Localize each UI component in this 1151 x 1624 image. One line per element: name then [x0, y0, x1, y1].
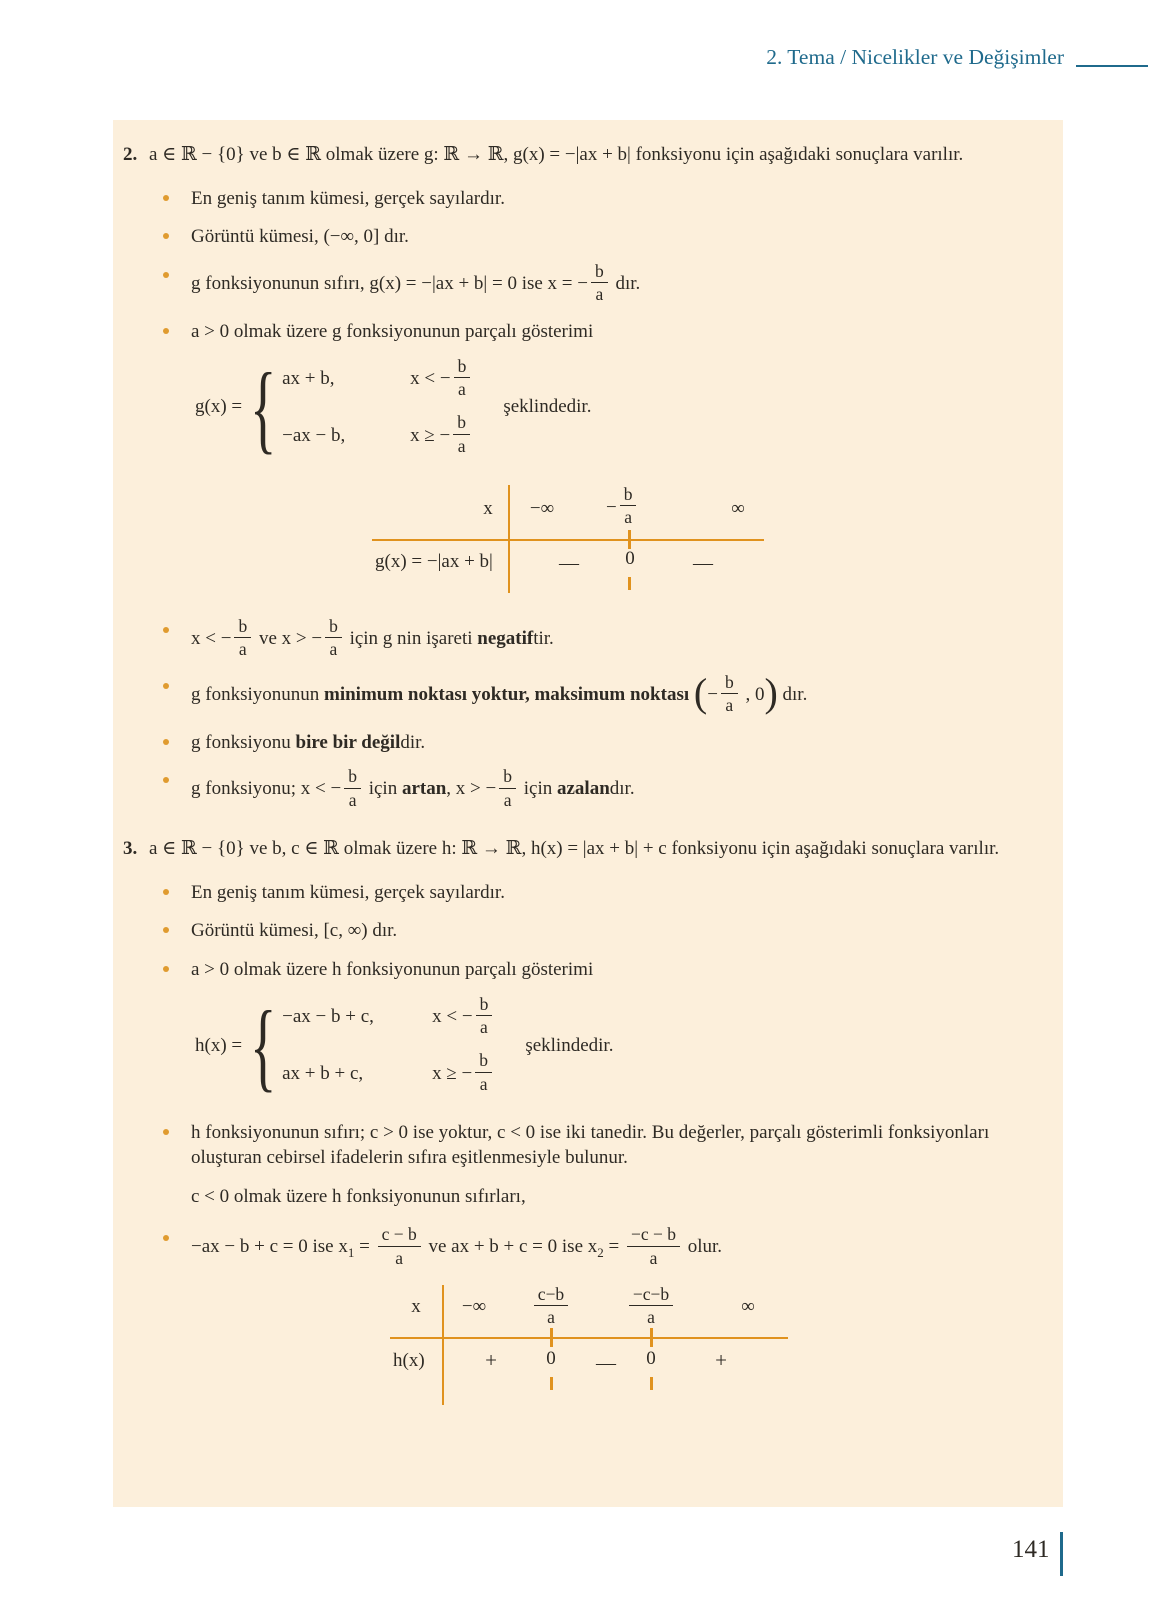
fraction-denominator: a	[725, 695, 734, 716]
function-lhs: h(x) =	[195, 1034, 243, 1056]
page-header	[0, 44, 1148, 72]
fraction-denominator: a	[649, 1247, 658, 1268]
bullet-text: ve x > −	[254, 628, 323, 650]
bullet-text: dır.	[609, 778, 635, 800]
fraction	[620, 485, 637, 527]
table-row-label: h(x)	[393, 1350, 425, 1371]
bullet-marker	[163, 272, 169, 278]
piecewise-suffix: şeklindedir.	[525, 1034, 614, 1056]
table-tick	[550, 1377, 553, 1390]
piecewise-rows	[282, 355, 473, 458]
piecewise-row	[282, 993, 495, 1039]
bullet-text: tir.	[533, 628, 554, 650]
bold-text: bire bir değil	[295, 731, 401, 753]
subscript: 1	[347, 1245, 355, 1261]
content-panel	[113, 120, 1063, 1507]
fraction	[721, 673, 738, 715]
bullet-text: En geniş tanım kümesi, gerçek sayılardır.	[191, 187, 505, 209]
close-paren: )	[764, 669, 778, 715]
cond-text: x ≥ −	[432, 1062, 473, 1084]
bold-text: minimum noktası yoktur, maksimum noktası	[324, 683, 694, 705]
fraction	[234, 617, 251, 659]
fraction	[476, 995, 493, 1037]
piecewise-definition-h	[195, 990, 1037, 1102]
footer-accent-bar	[1060, 1532, 1063, 1576]
bullet-marker	[163, 195, 169, 201]
piecewise-cond	[432, 1050, 495, 1095]
bullet-text: , 0	[740, 683, 765, 705]
sign-table-h	[390, 1283, 788, 1405]
bullet-marker	[163, 328, 169, 334]
table-tick	[650, 1377, 653, 1390]
bullet-item	[163, 1121, 1037, 1170]
fraction-denominator: a	[329, 639, 338, 660]
bullet-item	[163, 881, 1037, 906]
fraction-denominator: a	[595, 284, 604, 305]
minus-sign: −	[707, 683, 718, 705]
table-neg-infinity: −∞	[529, 498, 555, 519]
piecewise-suffix: şeklindedir.	[503, 396, 592, 418]
bullet-text: Görüntü kümesi, (−∞, 0] dır.	[191, 226, 409, 248]
fraction-numerator: b	[476, 995, 493, 1016]
curly-brace: {	[250, 352, 277, 464]
fraction-denominator: a	[395, 1247, 404, 1268]
bullet-text: −ax − b + c = 0 ise x	[191, 1236, 348, 1258]
table-x-header: x	[411, 1296, 421, 1317]
bullet-text: , x > −	[446, 778, 497, 800]
bold-text: negatif	[477, 628, 534, 650]
fraction	[629, 1285, 673, 1327]
fraction	[534, 1285, 568, 1327]
piecewise-rows	[282, 993, 495, 1096]
bullet-text: için g nin işareti	[344, 628, 478, 650]
table-row-label: g(x) = −|ax + b|	[375, 551, 493, 572]
fraction-numerator: b	[499, 767, 516, 788]
bullet-item	[163, 1224, 1037, 1269]
fraction	[453, 413, 470, 455]
fraction-numerator: b	[721, 673, 738, 694]
minus-sign: −	[606, 496, 617, 518]
bullet-text: dır.	[610, 273, 641, 295]
fraction-denominator: a	[457, 435, 466, 456]
piecewise-cond	[432, 993, 495, 1039]
table-tick	[628, 577, 631, 590]
bullet-marker	[163, 1129, 169, 1135]
bullet-text: dır.	[777, 683, 808, 705]
table-horizontal-line	[372, 539, 764, 541]
bullet-item	[163, 261, 1037, 306]
bullet-item	[163, 225, 1037, 250]
table-vertical-line	[442, 1285, 444, 1405]
piecewise-row	[282, 1050, 495, 1095]
function-lhs: g(x) =	[195, 396, 243, 418]
piecewise-definition-g	[195, 352, 1037, 464]
bullet-item	[163, 919, 1037, 944]
fraction	[627, 1225, 680, 1267]
cond-text: x < −	[410, 368, 451, 390]
table-sign: +	[485, 1348, 497, 1372]
bullet-item	[163, 669, 1037, 717]
bullet-text: g fonksiyonunun sıfırı, g(x) = −|ax + b| = 0 ise x = −	[191, 273, 588, 295]
bullet-item	[163, 320, 1037, 345]
bullet-text: ve ax + b + c = 0 ise x	[423, 1236, 598, 1258]
item-3-intro: a ∈ ℝ − {0} ve b, c ∈ ℝ olmak üzere h: ℝ → ℝ, h(x) = |ax + b| + c fonksiyonu için aşağıdaki sonuçlara varılır.	[149, 837, 1000, 859]
fraction-numerator: b	[620, 485, 637, 506]
fraction-denominator: a	[348, 789, 357, 810]
table-horizontal-line	[390, 1337, 788, 1339]
fraction-numerator: b	[475, 1051, 492, 1072]
bullet-text: g fonksiyonu; x < −	[191, 778, 342, 800]
table-root-value	[526, 1285, 576, 1327]
bullet-text: olur.	[683, 1236, 723, 1258]
fraction-denominator: a	[624, 507, 632, 528]
open-paren: (	[693, 669, 708, 715]
cond-text: x < −	[432, 1006, 473, 1028]
bullet-item	[163, 766, 1037, 811]
bullet-marker	[163, 739, 169, 745]
fraction-numerator: c−b	[534, 1285, 568, 1306]
bullet-marker	[163, 1235, 169, 1241]
subscript: 2	[597, 1245, 604, 1261]
bullet-marker	[163, 627, 169, 633]
fraction-denominator: a	[238, 639, 247, 660]
bullet-marker	[163, 889, 169, 895]
bullet-marker	[163, 927, 169, 933]
page-number: 141	[1012, 1536, 1050, 1563]
bullet-item	[163, 187, 1037, 212]
fraction-denominator: a	[458, 378, 466, 399]
fraction	[454, 357, 471, 399]
table-neg-infinity: −∞	[461, 1296, 487, 1317]
table-sign: —	[559, 552, 579, 574]
piecewise-expr: −ax − b + c,	[282, 1006, 374, 1028]
fraction	[591, 262, 608, 304]
table-pos-infinity: ∞	[741, 1296, 755, 1317]
header-rule	[1076, 65, 1148, 67]
item-2-heading	[123, 143, 1037, 168]
bullet-text: En geniş tanım kümesi, gerçek sayılardır.	[191, 881, 505, 903]
item-3-heading	[123, 837, 1037, 862]
fraction-denominator: a	[480, 1017, 488, 1038]
fraction-denominator: a	[547, 1307, 555, 1328]
table-root-value	[606, 484, 639, 529]
bullet-item	[163, 616, 1037, 661]
fraction-numerator: −c−b	[629, 1285, 673, 1306]
note-line: c < 0 olmak üzere h fonksiyonunun sıfırları,	[191, 1185, 526, 1207]
fraction-numerator: b	[591, 262, 608, 283]
fraction-denominator: a	[503, 789, 512, 810]
piecewise-expr: ax + b + c,	[282, 1062, 364, 1084]
bullet-text: h fonksiyonunun sıfırı; c > 0 ise yoktur, c < 0 ise iki tanedir. Bu değerler, parçalı gösterimli fonksiyonları oluşturan cebirsel ifadelerin sıfıra eşitlenmesiyle bulunur.	[191, 1122, 990, 1168]
bullet-text: =	[603, 1236, 624, 1258]
table-sign: 0	[625, 548, 635, 569]
table-sign: 0	[546, 1348, 556, 1369]
bullet-text: a > 0 olmak üzere g fonksiyonunun parçalı gösterimi	[191, 320, 594, 342]
fraction-numerator: b	[325, 617, 342, 638]
fraction-numerator: c − b	[378, 1225, 421, 1246]
piecewise-cond	[410, 355, 473, 401]
piecewise-expr: −ax − b,	[282, 424, 346, 446]
bullet-text: a > 0 olmak üzere h fonksiyonunun parçalı gösterimi	[191, 959, 594, 980]
table-tick	[550, 1328, 553, 1347]
fraction-numerator: b	[454, 357, 471, 378]
table-sign: —	[596, 1352, 616, 1374]
fraction	[499, 767, 516, 809]
cond-text: x ≥ −	[410, 424, 451, 446]
table-sign: —	[693, 552, 713, 574]
fraction-numerator: b	[344, 767, 361, 788]
sign-table-g	[372, 483, 764, 593]
item-2-number: 2.	[123, 144, 138, 165]
bullet-text: g fonksiyonunun	[191, 683, 324, 705]
bullet-item	[163, 958, 1037, 983]
table-root-value	[623, 1285, 679, 1327]
bullet-marker	[163, 233, 169, 239]
piecewise-row	[282, 412, 473, 457]
fraction-numerator: b	[234, 617, 251, 638]
table-x-header: x	[483, 498, 493, 519]
fraction-denominator: a	[479, 1073, 488, 1094]
curly-brace: {	[250, 990, 277, 1102]
bullet-text: g fonksiyonu	[191, 731, 296, 753]
bullet-text: Görüntü kümesi, [c, ∞) dır.	[191, 920, 398, 942]
fraction	[475, 1051, 492, 1093]
table-sign: +	[715, 1348, 727, 1372]
item-3-number: 3.	[123, 837, 138, 859]
bullet-marker	[163, 966, 169, 972]
piecewise-row	[282, 355, 473, 401]
bullet-text: için	[363, 778, 402, 800]
chapter-title: 2. Tema / Nicelikler ve Değişimler	[766, 45, 1064, 69]
bullet-text: için	[518, 778, 557, 800]
bullet-item	[163, 731, 1037, 756]
item-2-intro: a ∈ ℝ − {0} ve b ∈ ℝ olmak üzere g: ℝ → ℝ, g(x) = −|ax + b| fonksiyonu için aşağıdaki sonuçlara varılır.	[149, 144, 964, 165]
table-sign: 0	[646, 1348, 656, 1369]
bullet-text: dir.	[400, 731, 426, 753]
fraction	[378, 1225, 421, 1267]
piecewise-expr: ax + b,	[282, 368, 335, 390]
fraction-numerator: b	[453, 413, 470, 434]
bullet-text: x < −	[191, 628, 232, 650]
bold-text: azalan	[556, 778, 610, 800]
fraction	[325, 617, 342, 659]
bullet-text: =	[354, 1236, 375, 1258]
bullet-marker	[163, 683, 169, 689]
table-tick	[650, 1328, 653, 1347]
fraction	[344, 767, 361, 809]
bold-text: artan	[401, 778, 447, 800]
fraction-denominator: a	[647, 1307, 655, 1328]
bullet-marker	[163, 777, 169, 783]
table-pos-infinity: ∞	[731, 498, 745, 519]
fraction-numerator: −c − b	[627, 1225, 680, 1246]
piecewise-cond	[410, 412, 473, 457]
